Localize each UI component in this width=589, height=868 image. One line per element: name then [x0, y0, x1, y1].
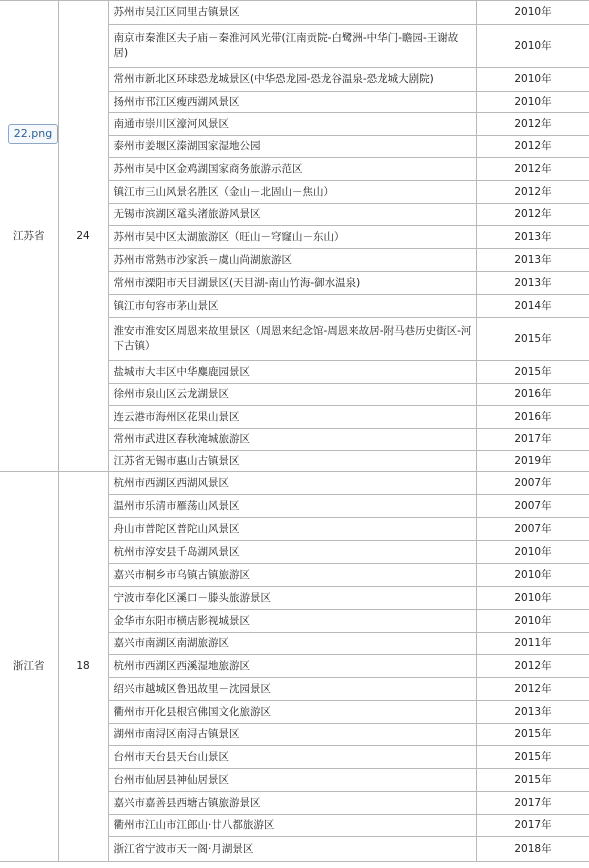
year-cell: 2012年 — [476, 655, 589, 678]
scenic-area-name-cell: 苏州市吴中区金鸡湖国家商务旅游示范区 — [108, 158, 476, 181]
scenic-area-name-cell: 浙江省宁波市天一阁·月湖景区 — [108, 837, 476, 862]
year-cell: 2010年 — [476, 587, 589, 610]
year-cell: 2010年 — [476, 68, 589, 92]
scenic-area-name-cell: 常州市新北区环球恐龙城景区(中华恐龙园-恐龙谷温泉-恐龙城大剧院) — [108, 68, 476, 92]
year-cell: 2018年 — [476, 837, 589, 862]
year-cell: 2012年 — [476, 204, 589, 226]
year-cell: 2010年 — [476, 92, 589, 113]
scenic-area-name-cell: 宁波市奉化区溪口－滕头旅游景区 — [108, 587, 476, 610]
year-cell: 2010年 — [476, 25, 589, 68]
scenic-area-name-cell: 苏州市吴中区太湖旅游区（旺山－穹窿山－东山） — [108, 226, 476, 249]
scenic-area-name-cell: 衢州市开化县根宫佛国文化旅游区 — [108, 701, 476, 724]
scenic-area-name-cell: 杭州市西湖区西湖风景区 — [108, 472, 476, 495]
scenic-area-name-cell: 杭州市西湖区西溪湿地旅游区 — [108, 655, 476, 678]
file-name-tag: 22.png — [8, 124, 58, 144]
year-cell: 2013年 — [476, 249, 589, 272]
year-cell: 2017年 — [476, 815, 589, 837]
year-cell: 2007年 — [476, 518, 589, 541]
scenic-area-name-cell: 淮安市淮安区周恩来故里景区（周恩来纪念馆-周恩来故居-附马巷历史街区-河下古镇） — [108, 318, 476, 361]
year-cell: 2007年 — [476, 495, 589, 518]
scenic-area-name-cell: 苏州市常熟市沙家浜－虞山尚湖旅游区 — [108, 249, 476, 272]
scenic-area-name-cell: 扬州市邗江区瘦西湖风景区 — [108, 92, 476, 113]
scenic-area-name-cell: 杭州市淳安县千岛湖风景区 — [108, 541, 476, 564]
year-cell: 2012年 — [476, 113, 589, 136]
scenic-area-name-cell: 盐城市大丰区中华麋鹿园景区 — [108, 361, 476, 384]
scenic-area-name-cell: 温州市乐清市雁荡山风景区 — [108, 495, 476, 518]
year-cell: 2011年 — [476, 633, 589, 655]
year-cell: 2019年 — [476, 451, 589, 472]
table-row — [0, 472, 589, 495]
scenic-area-name-cell: 衢州市江山市江郎山·廿八都旅游区 — [108, 815, 476, 837]
year-cell: 2012年 — [476, 181, 589, 204]
province-cell: 浙江省 — [0, 472, 58, 862]
scenic-area-name-cell: 嘉兴市南湖区南湖旅游区 — [108, 633, 476, 655]
scenic-area-name-cell: 南通市崇川区濠河风景区 — [108, 113, 476, 136]
scenic-area-name-cell: 湖州市南浔区南浔古镇景区 — [108, 724, 476, 746]
year-cell: 2017年 — [476, 792, 589, 815]
scenic-area-name-cell: 台州市天台县天台山景区 — [108, 746, 476, 769]
count-cell: 24 — [58, 1, 108, 472]
year-cell: 2015年 — [476, 746, 589, 769]
year-cell: 2010年 — [476, 564, 589, 587]
year-cell: 2010年 — [476, 1, 589, 25]
scenic-area-name-cell: 连云港市海州区花果山景区 — [108, 406, 476, 429]
year-cell: 2015年 — [476, 724, 589, 746]
scenic-area-name-cell: 台州市仙居县神仙居景区 — [108, 769, 476, 792]
scenic-area-name-cell: 苏州市吴江区同里古镇景区 — [108, 1, 476, 25]
year-cell: 2016年 — [476, 406, 589, 429]
year-cell: 2013年 — [476, 226, 589, 249]
scenic-area-name-cell: 南京市秦淮区夫子庙－秦淮河风光带(江南贡院-白鹭洲-中华门-瞻园-王谢故居) — [108, 25, 476, 68]
year-cell: 2012年 — [476, 136, 589, 158]
scenic-area-name-cell: 绍兴市越城区鲁迅故里－沈园景区 — [108, 678, 476, 701]
year-cell: 2016年 — [476, 384, 589, 406]
table-body — [0, 1, 589, 862]
count-cell: 18 — [58, 472, 108, 862]
year-cell: 2013年 — [476, 701, 589, 724]
year-cell: 2012年 — [476, 678, 589, 701]
scenic-area-name-cell: 无锡市滨湖区鼋头渚旅游风景区 — [108, 204, 476, 226]
year-cell: 2015年 — [476, 361, 589, 384]
year-cell: 2017年 — [476, 429, 589, 451]
year-cell: 2015年 — [476, 318, 589, 361]
scenic-area-name-cell: 镇江市句容市茅山景区 — [108, 295, 476, 318]
year-cell: 2013年 — [476, 272, 589, 295]
scenic-area-name-cell: 江苏省无锡市惠山古镇景区 — [108, 451, 476, 472]
year-cell: 2014年 — [476, 295, 589, 318]
scenic-area-name-cell: 嘉兴市桐乡市乌镇古镇旅游区 — [108, 564, 476, 587]
year-cell: 2015年 — [476, 769, 589, 792]
province-cell: 江苏省 — [0, 1, 58, 472]
scenic-area-name-cell: 常州市武进区春秋淹城旅游区 — [108, 429, 476, 451]
year-cell: 2010年 — [476, 541, 589, 564]
scenic-area-name-cell: 徐州市泉山区云龙湖景区 — [108, 384, 476, 406]
scenic-area-name-cell: 镇江市三山风景名胜区（金山－北固山－焦山） — [108, 181, 476, 204]
year-cell: 2010年 — [476, 610, 589, 633]
scenic-area-name-cell: 金华市东阳市横店影视城景区 — [108, 610, 476, 633]
year-cell: 2007年 — [476, 472, 589, 495]
scenic-area-name-cell: 常州市溧阳市天目湖景区(天目湖-南山竹海-御水温泉) — [108, 272, 476, 295]
scenic-area-name-cell: 嘉兴市嘉善县西塘古镇旅游景区 — [108, 792, 476, 815]
scenic-area-name-cell: 泰州市姜堰区溱湖国家湿地公园 — [108, 136, 476, 158]
scenic-area-name-cell: 舟山市普陀区普陀山风景区 — [108, 518, 476, 541]
table-row — [0, 1, 589, 25]
year-cell: 2012年 — [476, 158, 589, 181]
